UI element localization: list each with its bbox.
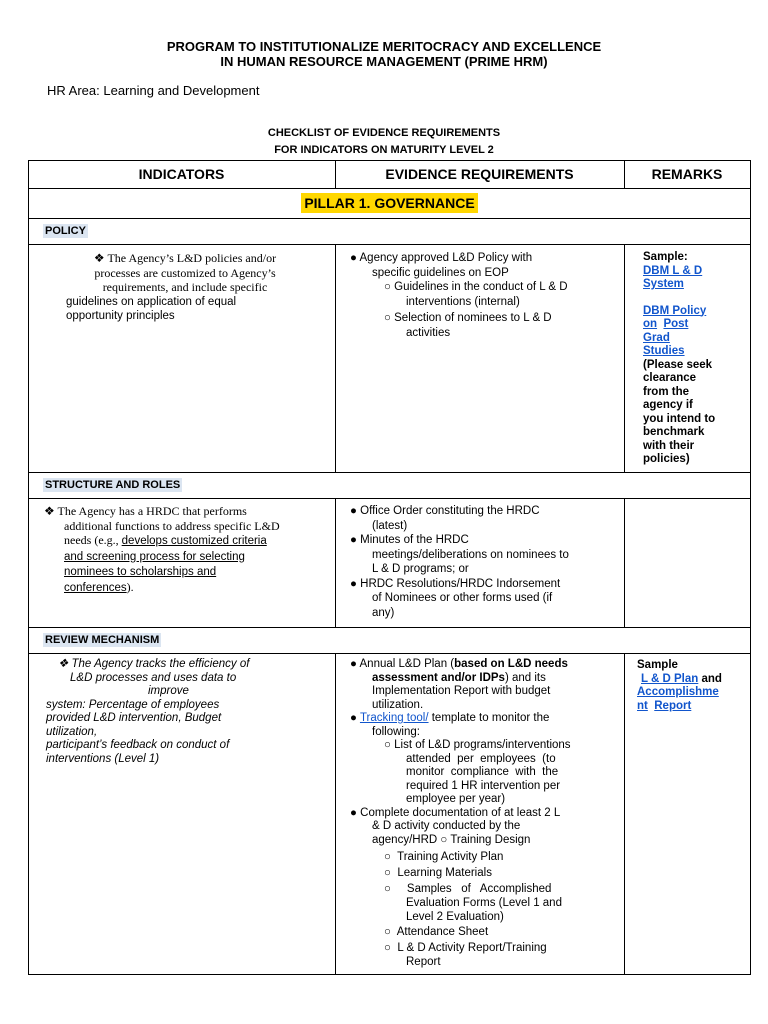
list-item: ○ List of L&D programs/interventions <box>384 739 571 751</box>
list-item: ○ Attendance Sheet <box>384 926 489 938</box>
text-line: system: Percentage of employees <box>46 698 220 711</box>
table-border <box>624 244 625 472</box>
text-line: clearance <box>643 372 697 384</box>
text-line: L&D processes and uses data to <box>70 671 237 684</box>
list-item: ● Complete documentation of at least 2 L <box>350 806 561 819</box>
text-line: utilization, <box>46 725 98 738</box>
section-label-review-mechanism: REVIEW MECHANISM <box>45 634 160 646</box>
text-line: provided L&D intervention, Budget <box>46 712 222 724</box>
list-item: ● Minutes of the HRDC <box>350 534 469 546</box>
text-line: participant’s feedback on conduct of <box>46 739 230 751</box>
table-border <box>28 188 751 189</box>
text-line: Evaluation Forms (Level 1 and <box>406 897 562 909</box>
link-text[interactable]: on <box>643 318 658 330</box>
text-line: required 1 HR intervention per <box>406 779 561 792</box>
text-line: ❖ The Agency tracks the efficiency of <box>58 658 250 670</box>
table-border <box>28 244 751 245</box>
section-label-policy: POLICY <box>45 225 86 237</box>
review-indicator <box>46 658 330 766</box>
text-line: requirements, and include specific <box>102 280 268 294</box>
table-border <box>335 244 336 472</box>
column-header-remarks: REMARKS <box>651 166 723 182</box>
text-line: (Please seek <box>643 358 713 371</box>
review-remarks <box>637 659 747 713</box>
text-line: guidelines on application of equal <box>66 295 237 308</box>
pillar-row <box>28 193 751 213</box>
table-border <box>28 627 751 628</box>
text-line: benchmark <box>643 426 705 438</box>
link-text[interactable]: DBM Policy <box>643 304 707 317</box>
link-dbm-policy-post-grad[interactable] <box>643 305 747 359</box>
text-line: ❖ The Agency has a HRDC that performs <box>44 504 247 518</box>
document-title-line2: IN HUMAN RESOURCE MANAGEMENT (PRIME HRM) <box>220 54 548 69</box>
table-border <box>28 160 29 974</box>
text-line: you intend to <box>643 412 716 425</box>
text-line: (latest) <box>372 519 408 532</box>
table-border <box>335 498 336 627</box>
column-header-evidence: EVIDENCE REQUIREMENTS <box>385 166 574 182</box>
link-text[interactable]: Accomplishme <box>637 686 719 698</box>
remarks-sample-label: Sample: <box>643 251 688 263</box>
text-line: L & D programs; or <box>372 563 469 575</box>
text-line: improve <box>148 685 189 697</box>
document-title-line1: PROGRAM TO INSTITUTIONALIZE MERITOCRACY AND EXCELLENCE <box>166 39 602 54</box>
text-fragment: and screening process for selecting <box>64 550 245 563</box>
text-line: utilization. <box>372 698 424 711</box>
review-evidence <box>350 658 616 970</box>
text-line: specific guidelines on EOP <box>372 266 509 279</box>
text-line: processes are customized to Agency’s <box>94 265 276 280</box>
remarks-note <box>643 359 747 467</box>
link-tracking-tool[interactable]: Tracking tool/ <box>359 712 429 724</box>
link-text[interactable]: Report <box>654 699 692 712</box>
text-line: from the <box>643 385 689 398</box>
text-line: Implementation Report with budget <box>372 685 551 697</box>
text-line: monitor compliance with the <box>406 766 559 778</box>
text-line: following: <box>372 725 420 738</box>
table-border <box>624 653 625 974</box>
link-text[interactable]: DBM L & D <box>643 264 703 277</box>
text-fragment: assessment and/or IDPs <box>372 671 505 684</box>
text-fragment: template to monitor the <box>428 712 550 724</box>
link-text[interactable]: Grad <box>643 331 670 344</box>
link-dbm-ld-system[interactable] <box>643 265 747 292</box>
link-ld-plan[interactable]: L & D Plan <box>641 672 699 685</box>
list-item: ○ Samples of Accomplished <box>384 883 552 895</box>
table-border <box>335 653 336 974</box>
text-line: ❖ The Agency’s L&D policies and/or <box>93 251 277 265</box>
table-border <box>28 974 751 975</box>
text-fragment: ● Annual L&D Plan ( <box>350 658 455 670</box>
list-item <box>350 658 616 672</box>
text-fragment: ● <box>350 712 360 724</box>
link-text[interactable]: System <box>643 278 684 290</box>
link-text[interactable]: Post <box>663 318 689 330</box>
text-line: opportunity principles <box>66 310 175 322</box>
text-line: Level 2 Evaluation) <box>406 910 504 923</box>
checklist-subtitle-line2: FOR INDICATORS ON MATURITY LEVEL 2 <box>274 144 494 156</box>
text-line: meetings/deliberations on nominees to <box>372 548 569 561</box>
list-item: ○ L & D Activity Report/Training <box>384 942 547 954</box>
text-line: Report <box>406 956 441 968</box>
hr-area-label: HR Area: Learning and Development <box>47 83 260 98</box>
structure-indicator <box>44 504 332 595</box>
table-border <box>28 218 751 219</box>
text-fragment: nominees to scholarships and <box>64 566 217 578</box>
text-fragment: develops customized criteria <box>121 535 267 547</box>
text-line: of Nominees or other forms used (if <box>372 592 553 604</box>
list-item: ○ Selection of nominees to L & D <box>384 312 552 324</box>
list-item: ● Agency approved L&D Policy with <box>350 252 533 264</box>
structure-evidence <box>350 504 620 620</box>
pillar-title: PILLAR 1. GOVERNANCE <box>301 193 477 213</box>
text-line: policies) <box>643 453 690 465</box>
list-item: ● HRDC Resolutions/HRDC Indorsement <box>350 577 561 590</box>
text-line: interventions (Level 1) <box>46 752 160 765</box>
text-fragment: and <box>698 672 722 685</box>
policy-indicator <box>40 251 330 324</box>
table-border <box>750 160 751 974</box>
text-line: any) <box>372 606 395 619</box>
link-accomplishment-report[interactable] <box>637 686 747 713</box>
text-line: with their <box>643 439 695 452</box>
list-item: ○ Guidelines in the conduct of L & D <box>384 281 568 293</box>
remarks-sample-label: Sample <box>637 659 678 671</box>
text-fragment: ). <box>126 579 134 594</box>
text-fragment: ) and its <box>504 671 546 684</box>
table-border <box>28 472 751 473</box>
table-border <box>28 498 751 499</box>
text-line: agency/HRD ○ Training Design <box>372 833 531 846</box>
list-item: ● Office Order constituting the HRDC <box>350 505 540 517</box>
policy-remarks <box>643 251 747 467</box>
text-line: attended per employees (to <box>406 752 556 765</box>
policy-evidence <box>350 251 620 340</box>
checklist-subtitle-line1: CHECKLIST OF EVIDENCE REQUIREMENTS <box>267 127 501 139</box>
text-line: employee per year) <box>406 793 506 805</box>
text-fragment: conferences <box>64 581 127 594</box>
text-line: interventions (internal) <box>406 295 520 308</box>
text-line: activities <box>406 326 451 339</box>
table-border <box>28 653 751 654</box>
text-fragment: based on L&D needs <box>454 658 568 670</box>
list-item: ○ Learning Materials <box>384 867 492 879</box>
text-fragment: needs (e.g., <box>64 533 119 547</box>
text-line: & D activity conducted by the <box>372 820 521 832</box>
link-text[interactable]: Studies <box>643 345 685 357</box>
section-label-structure-roles: STRUCTURE AND ROLES <box>45 479 181 491</box>
link-text[interactable]: nt <box>637 699 648 712</box>
text-line: agency if <box>643 399 693 411</box>
column-header-indicators: INDICATORS <box>138 166 225 182</box>
list-item: ○ Training Activity Plan <box>384 851 504 863</box>
text-line: additional functions to address specific L&D <box>64 518 280 533</box>
list-item <box>350 712 616 726</box>
table-border <box>624 498 625 627</box>
